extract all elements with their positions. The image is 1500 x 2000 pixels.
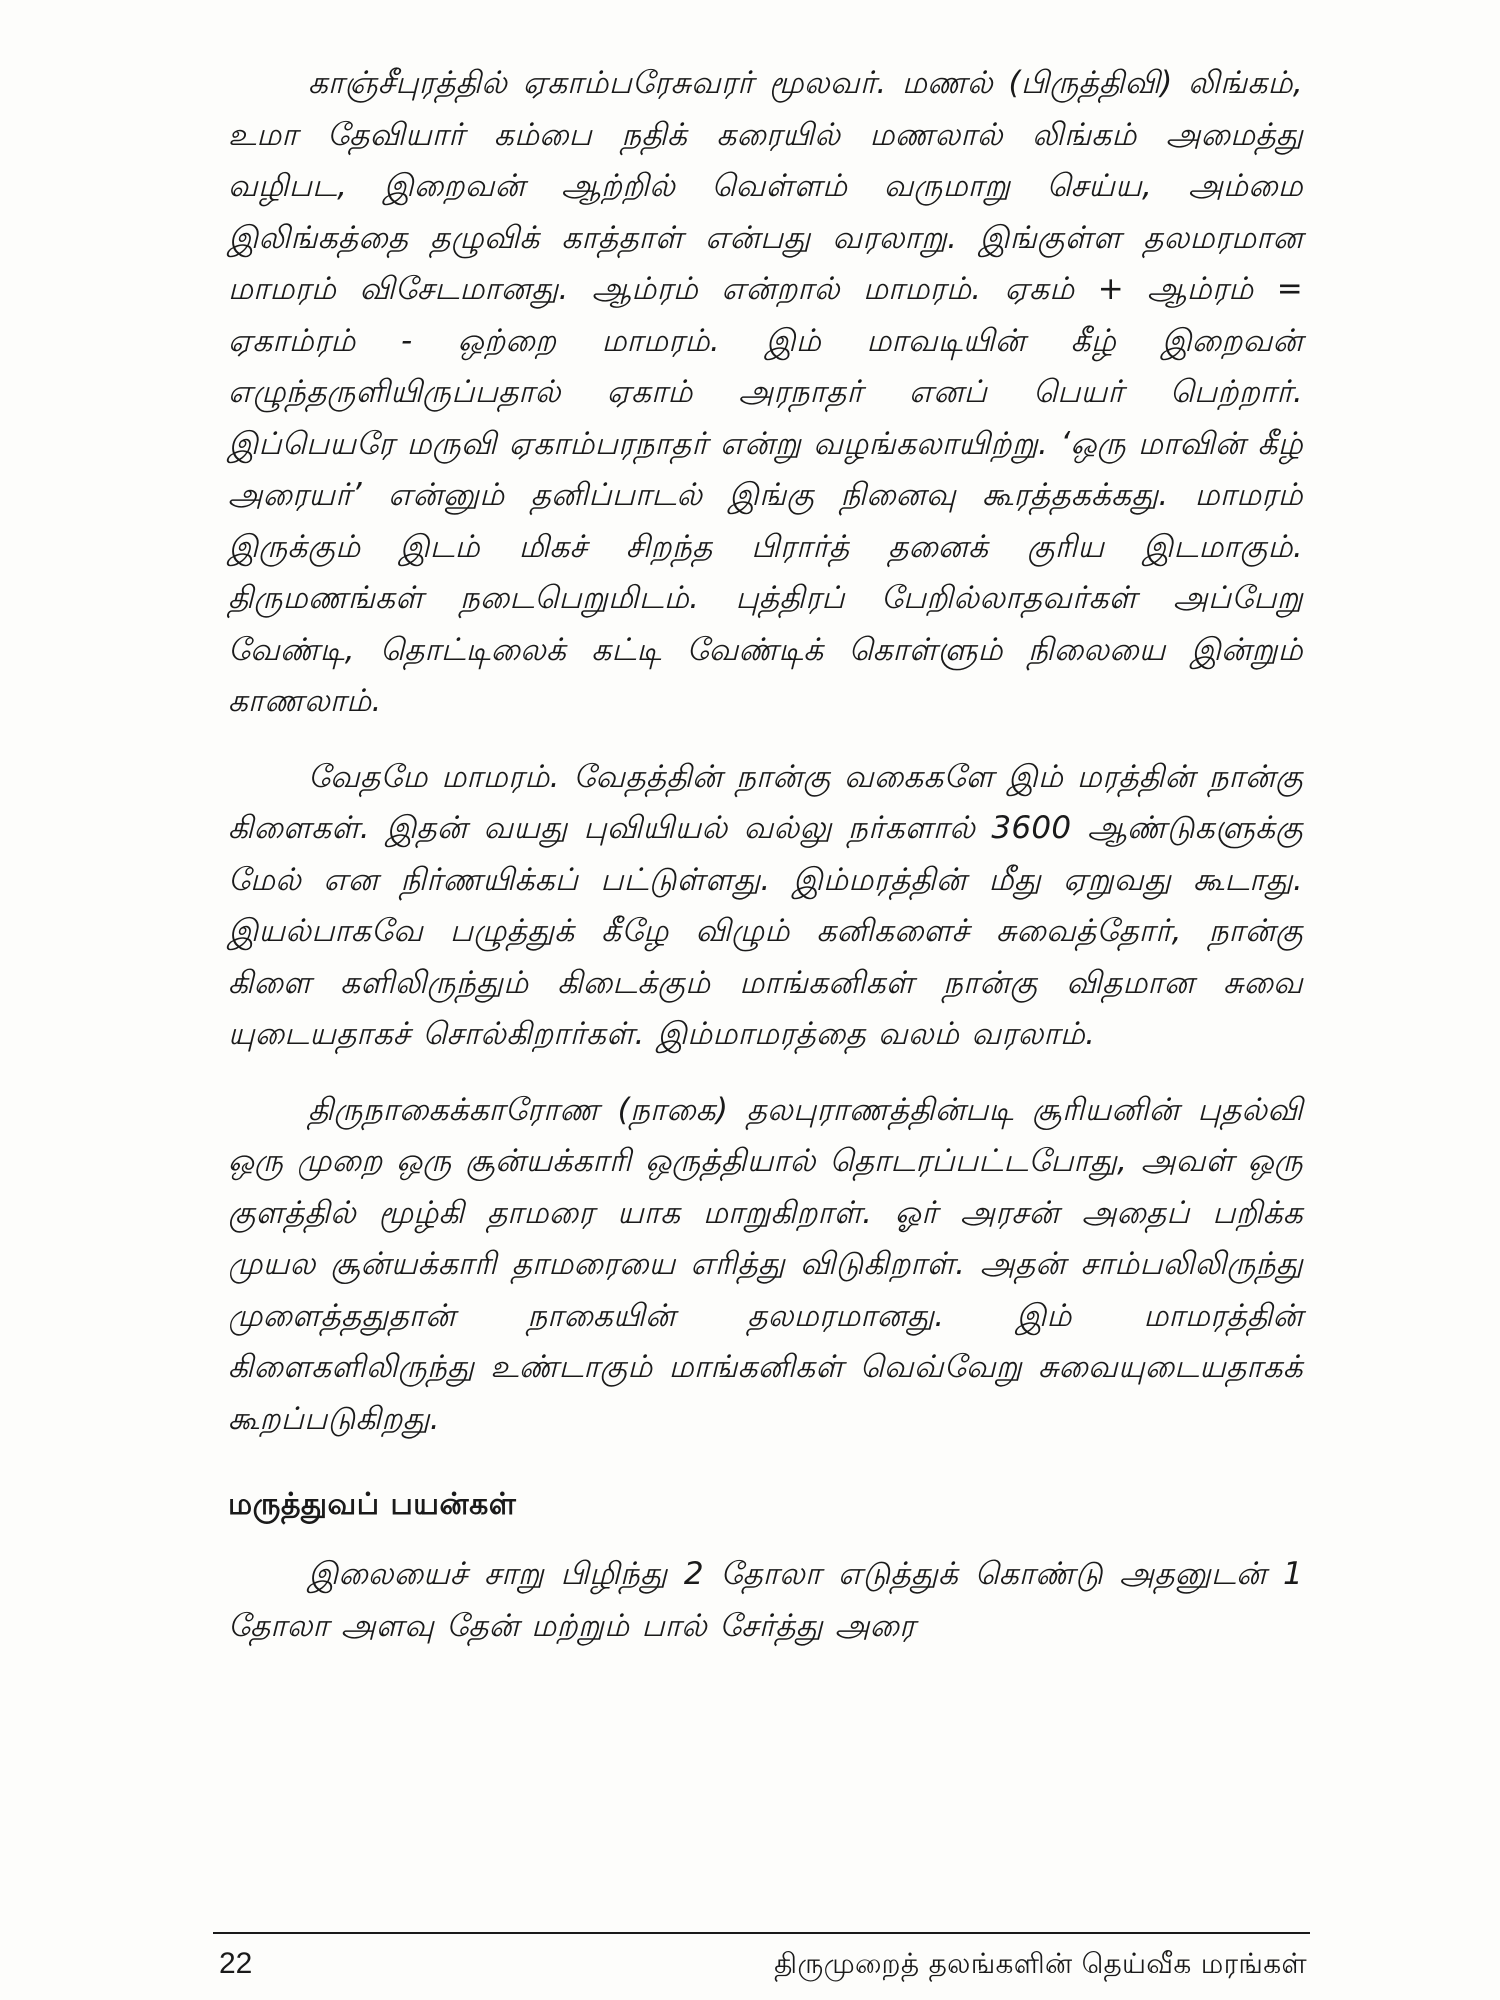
footer-divider	[213, 1932, 1310, 1934]
paragraph-nagai-legend: திருநாகைக்காரோண (நாகை) தலபுராணத்தின்படி சூரியனின் புதல்வி ஒரு முறை ஒரு சூன்யக்காரி ஒருத்தியால் தொடரப்பட்டபோது, அவள் ஒரு குளத்தில் மூழ்கி தாமரை யாக மாறுகிறாள். ஓர் அரசன் அதைப் பறிக்க முயல சூன்யக்காரி தாமரையை எரித்து விடுகிறாள். அதன் சாம்பலிலிருந்து முளைத்ததுதான் நாகையின் தலமரமானது. இம் மாமரத்தின் கிளைகளிலிருந்து உண்டாகும் மாங்கனிகள் வெவ்வேறு சுவையுடையதாகக் கூறப்படுகிறது.	[228, 1091, 1303, 1437]
page-body	[228, 58, 1303, 1676]
paragraph-ekambaresvarar: காஞ்சீபுரத்தில் ஏகாம்பரேசுவரர் மூலவர். மணல் (பிருத்திவி) லிங்கம், உமா தேவியார் கம்பை நதிக் கரையில் மணலால் லிங்கம் அமைத்து வழிபட, இறைவன் ஆற்றில் வெள்ளம் வருமாறு செய்ய, அம்மை இலிங்கத்தை தழுவிக் காத்தாள் என்பது வரலாறு. இங்குள்ள தலமரமான மாமரம் விசேடமானது. ஆம்ரம் என்றால் மாமரம். ஏகம் + ஆம்ரம் = ஏகாம்ரம் - ஒற்றை மாமரம். இம் மாவடியின் கீழ் இறைவன் எழுந்தருளியிருப்பதால் ஏகாம் அரநாதர் எனப் பெயர் பெற்றார். இப்பெயரே மருவி ஏகாம்பரநாதர் என்று வழங்கலாயிற்று. ‘ஒரு மாவின் கீழ் அரையர்’ என்னும் தனிப்பாடல் இங்கு நினைவு கூரத்தகக்கது. மாமரம் இருக்கும் இடம் மிகச் சிறந்த பிரார்த் தனைக் குரிய இடமாகும். திருமணங்கள் நடைபெறுமிடம். புத்திரப் பேறில்லாதவர்கள் அப்பேறு வேண்டி, தொட்டிலைக் கட்டி வேண்டிக் கொள்ளும் நிலையை இன்றும் காணலாம்.	[228, 65, 1303, 719]
section-heading-medicinal-uses: மருத்துவப் பயன்கள்	[228, 1487, 517, 1522]
paragraph-vedam-mango-tree: வேதமே மாமரம். வேதத்தின் நான்கு வகைகளே இம் மரத்தின் நான்கு கிளைகள். இதன் வயது புவியியல் வல்லு நர்களால் 3600 ஆண்டுகளுக்கு மேல் என நிர்ணயிக்கப் பட்டுள்ளது. இம்மரத்தின் மீது ஏறுவது கூடாது. இயல்பாகவே பழுத்துக் கீழே விழும் கனிகளைச் சுவைத்தோர், நான்கு கிளை களிலிருந்தும் கிடைக்கும் மாங்கனிகள் நான்கு விதமான சுவை யுடையதாகச் சொல்கிறார்கள். இம்மாமரத்தை வலம் வரலாம்.	[228, 758, 1303, 1052]
running-title: திருமுறைத் தலங்களின் தெய்வீக மரங்கள்	[774, 1947, 1307, 1980]
page-number: 22	[219, 1947, 253, 1980]
paragraph-medicinal-uses: இலையைச் சாறு பிழிந்து 2 தோலா எடுத்துக் கொண்டு அதனுடன் 1 தோலா அளவு தேன் மற்றும் பால் சேர்த்து அரை	[228, 1556, 1303, 1644]
